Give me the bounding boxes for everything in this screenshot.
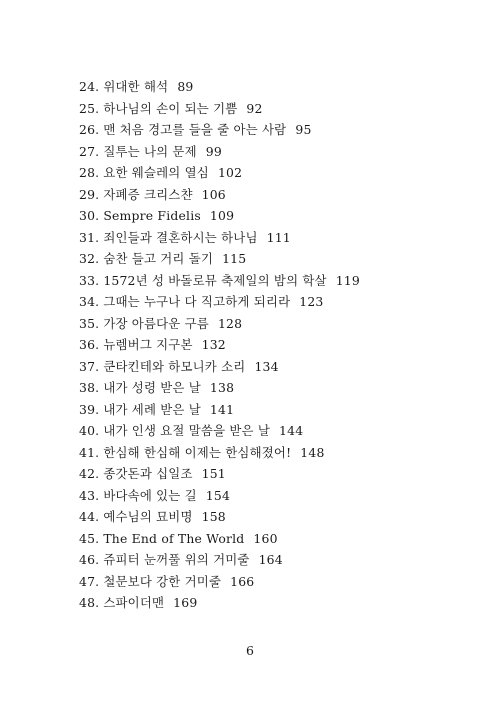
toc-entry-page: 99 xyxy=(205,143,222,159)
toc-entry-title: 내가 성령 받은 날 xyxy=(103,380,201,395)
toc-entry xyxy=(79,162,360,184)
toc-entry-title: 요한 웨슬레의 열심 xyxy=(103,165,209,180)
toc-entry-title: 위대한 해석 xyxy=(103,79,169,94)
toc-entry-number: 47. xyxy=(79,573,100,589)
toc-entry-title: 예수님의 묘비명 xyxy=(103,509,193,524)
toc-entry-number: 28. xyxy=(79,165,100,180)
toc-entry-page: 166 xyxy=(230,573,255,589)
toc-entry-page: 134 xyxy=(254,358,279,374)
toc-entry-title: 질투는 나의 문제 xyxy=(103,143,197,159)
toc-entry xyxy=(79,184,360,206)
toc-entry-title: The End of The World xyxy=(103,530,245,546)
toc-entry-title: 철문보다 강한 거미줄 xyxy=(103,573,222,589)
toc-entry-title: 뉴렘버그 지구본 xyxy=(103,337,193,352)
toc-entry xyxy=(79,76,360,98)
toc-entry-number: 24. xyxy=(79,79,100,94)
toc-entry-title: 맨 처음 경고를 들을 줄 아는 사람 xyxy=(103,122,287,137)
toc-entry-page: 164 xyxy=(258,552,283,567)
toc-entry-page: 160 xyxy=(253,530,278,546)
toc-entry-number: 32. xyxy=(79,251,100,266)
toc-entry-page: 95 xyxy=(295,122,312,137)
toc-entry xyxy=(79,248,360,270)
toc-entry xyxy=(79,528,360,550)
toc-entry-page: 102 xyxy=(217,165,243,180)
toc-entry xyxy=(79,549,360,571)
toc-entry-title: 종갓돈과 십일조 xyxy=(103,466,193,481)
toc-entry-number: 25. xyxy=(79,100,100,116)
toc-entry-title: 1572년 성 바돌로뮤 축제일의 밤의 학살 xyxy=(103,272,327,288)
toc-entry-number: 35. xyxy=(79,315,100,331)
toc-entry xyxy=(79,485,360,507)
toc-entry xyxy=(79,420,360,442)
toc-entry-page: 92 xyxy=(246,100,263,116)
toc-entry-page: 132 xyxy=(201,337,226,352)
toc-entry-title: 하나님의 손이 되는 기쁨 xyxy=(103,100,238,116)
table-of-contents xyxy=(79,76,360,614)
toc-entry-page: 106 xyxy=(201,186,226,202)
toc-entry-number: 42. xyxy=(79,466,100,481)
toc-entry-page: 141 xyxy=(209,401,235,417)
toc-entry-page: 151 xyxy=(201,466,226,481)
toc-entry-page: 119 xyxy=(335,272,360,288)
page-number: 6 xyxy=(246,643,254,658)
toc-entry-title: 자폐증 크리스챤 xyxy=(103,186,193,202)
toc-entry-number: 34. xyxy=(79,294,100,309)
toc-entry-title: 가장 아름다운 구름 xyxy=(103,315,209,331)
toc-entry-number: 36. xyxy=(79,337,100,352)
toc-entry xyxy=(79,313,360,335)
toc-entry-title: 내가 세례 받은 날 xyxy=(103,401,201,417)
toc-entry-page: 144 xyxy=(279,423,304,438)
toc-entry-page: 115 xyxy=(222,251,247,266)
toc-entry xyxy=(79,119,360,141)
toc-entry-page: 154 xyxy=(205,487,231,503)
toc-entry xyxy=(79,463,360,485)
toc-entry-number: 44. xyxy=(79,509,100,524)
toc-entry-title: 숨찬 들고 거리 돌기 xyxy=(103,251,214,266)
toc-entry xyxy=(79,141,360,163)
toc-entry-number: 43. xyxy=(79,487,100,503)
toc-entry-number: 48. xyxy=(79,595,100,610)
toc-entry-title: 쿤타킨테와 하모니카 소리 xyxy=(103,358,246,374)
toc-entry xyxy=(79,270,360,292)
toc-entry xyxy=(79,334,360,356)
toc-entry xyxy=(79,442,360,464)
toc-entry-page: 169 xyxy=(173,595,198,610)
toc-entry-page: 128 xyxy=(217,315,243,331)
toc-entry-page: 158 xyxy=(201,509,226,524)
toc-entry-title: 한심해 한심해 이제는 한심해졌어! xyxy=(103,444,292,460)
toc-entry-title: 죄인들과 결혼하시는 하나님 xyxy=(103,229,258,245)
toc-entry-number: 30. xyxy=(79,208,100,223)
toc-entry-number: 41. xyxy=(79,444,100,460)
toc-entry xyxy=(79,571,360,593)
toc-entry xyxy=(79,377,360,399)
toc-entry-number: 29. xyxy=(79,186,100,202)
toc-entry-page: 123 xyxy=(299,294,324,309)
toc-entry-number: 45. xyxy=(79,530,100,546)
toc-entry-page: 148 xyxy=(300,444,325,460)
toc-entry xyxy=(79,98,360,120)
toc-entry xyxy=(79,291,360,313)
toc-entry-title: Sempre Fidelis xyxy=(103,208,201,223)
toc-entry-number: 26. xyxy=(79,122,100,137)
toc-entry-title: 바다속에 있는 길 xyxy=(103,487,197,503)
toc-entry xyxy=(79,506,360,528)
toc-entry-page: 111 xyxy=(266,229,291,245)
toc-entry-page: 109 xyxy=(209,208,235,223)
toc-entry xyxy=(79,592,360,614)
toc-entry-number: 37. xyxy=(79,358,100,374)
toc-entry-number: 31. xyxy=(79,229,100,245)
toc-entry-title: 그때는 누구나 다 직고하게 되리라 xyxy=(103,294,291,309)
toc-entry-number: 39. xyxy=(79,401,100,417)
toc-entry-title: 스파이더맨 xyxy=(103,595,165,610)
toc-entry-page: 138 xyxy=(209,380,235,395)
toc-entry-number: 38. xyxy=(79,380,100,395)
toc-entry-page: 89 xyxy=(177,79,194,94)
toc-entry xyxy=(79,205,360,227)
toc-entry xyxy=(79,227,360,249)
toc-entry-number: 40. xyxy=(79,423,100,438)
toc-entry-title: 쥬피터 눈꺼풀 위의 거미줄 xyxy=(103,552,250,567)
toc-entry-title: 내가 인생 요절 말씀을 받은 날 xyxy=(103,423,271,438)
toc-entry xyxy=(79,399,360,421)
toc-entry-number: 33. xyxy=(79,272,100,288)
toc-entry-number: 27. xyxy=(79,143,100,159)
toc-entry xyxy=(79,356,360,378)
toc-entry-number: 46. xyxy=(79,552,100,567)
